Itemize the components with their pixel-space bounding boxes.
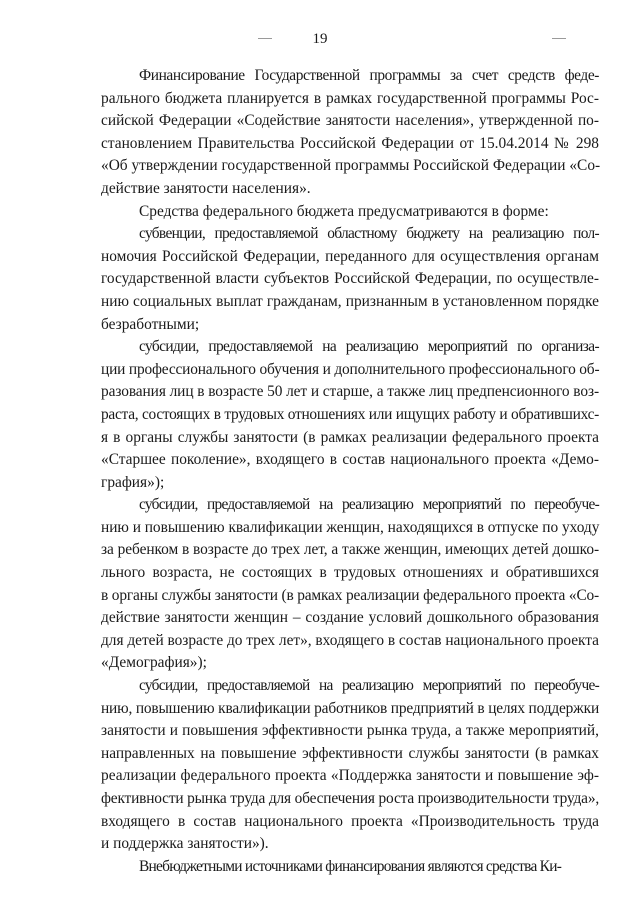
text-line: действие занятости населения». [101, 179, 311, 197]
text-line: субсидии, предоставляемой на реализацию мероприятий по организа- [139, 338, 599, 356]
text-line: «Об утверждении государственной программы Российской Федерации «Со- [101, 157, 601, 175]
paragraph [101, 223, 599, 336]
text-line: льного возраста, не состоящих в трудовых отношениях и обратившихся [101, 564, 599, 582]
text-line: Финансирование Государственной программы за счет средств феде- [139, 67, 599, 84]
text-line: для детей возрасте до трех лет», входящего в состав национального проекта [101, 631, 599, 649]
text-line: ции профессионального обучения и дополнительного профессионального об- [101, 360, 600, 378]
paragraph [101, 494, 599, 675]
text-line: нию социальных выплат гражданам, признанным в установленном порядке [101, 292, 599, 310]
paragraph [101, 201, 599, 224]
text-line: раста, состоящих в трудовых отношениях или ищущих работу и обратившихс- [101, 405, 599, 423]
text-line: Внебюджетными источниками финансирования являются средства Ки- [139, 857, 562, 875]
paragraph [101, 65, 599, 201]
text-line: субсидии, предоставляемой на реализацию мероприятий по переобуче- [139, 496, 599, 514]
text-line: Средства федерального бюджета предусматриваются в форме: [139, 202, 549, 220]
text-line: направленных на повышение эффективности службы занятости (в рамках [101, 744, 599, 762]
text-line: «Старшее поколение», входящего в состав национального проекта «Демо- [101, 451, 599, 469]
text-line: в органы службы занятости (в рамках реализации федерального проекта «Со- [101, 586, 599, 604]
text-line: за ребенком в возрасте до трех лет, а также женщин, имеющих детей дошко- [101, 541, 600, 559]
text-line: я в органы службы занятости (в рамках реализации федерального проекта [101, 428, 599, 446]
text-line: действие занятости женщин – создание условий дошкольного образования [101, 609, 599, 627]
scan-mark-right [552, 38, 566, 39]
page-number: 19 [312, 31, 328, 47]
text-line: входящего в состав национального проекта «Производительность труда [101, 812, 599, 830]
text-line: номочия Российской Федерации, переданного для осуществления органам [101, 247, 599, 265]
paragraph [101, 336, 599, 494]
document-body [101, 65, 599, 878]
text-line: нию и повышению квалификации женщин, находящихся в отпуске по уходу [101, 518, 600, 536]
text-line: рального бюджета планируется в рамках государственной программы Рос- [101, 89, 599, 107]
text-line: нию, повышению квалификации работников предприятий в целях поддержки [101, 699, 599, 717]
paragraph [101, 856, 599, 879]
text-line: «Демография»); [101, 654, 207, 672]
text-line: фективности рынка труда для обеспечения роста производительности труда», [101, 790, 599, 807]
text-line: безработными; [101, 315, 200, 333]
text-line: становлением Правительства Российской Федерации от 15.04.2014 № 298 [101, 134, 599, 152]
text-line: занятости и повышения эффективности рынка труда, а также мероприятий, [101, 722, 599, 740]
text-line: сийской Федерации «Содействие занятости населения», утвержденной по- [101, 112, 599, 130]
text-line: субсидии, предоставляемой на реализацию мероприятий по переобуче- [139, 677, 599, 695]
text-line: и поддержка занятости»). [101, 835, 269, 853]
text-line: государственной власти субъектов Российской Федерации, по осуществле- [101, 270, 599, 288]
text-line: графия»); [101, 473, 165, 491]
text-line: реализации федерального проекта «Поддержка занятости и повышение эф- [101, 767, 599, 785]
text-line: разования лиц в возрасте 50 лет и старше, а также лиц предпенсионного воз- [101, 383, 599, 401]
text-line: субвенции, предоставляемой областному бюджету на реализацию пол- [139, 225, 599, 243]
paragraph [101, 675, 599, 856]
